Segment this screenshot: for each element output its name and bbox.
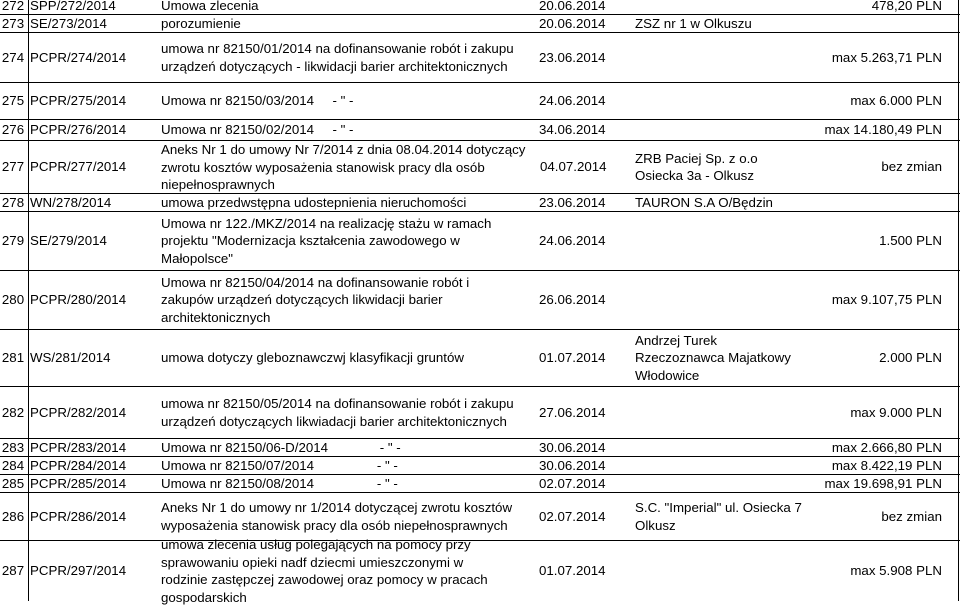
column-divider: [958, 0, 959, 601]
row-description: Umowa nr 82150/02/2014 - " -: [161, 122, 354, 138]
row-description: Umowa nr 82150/07/2014 - " -: [161, 457, 398, 473]
row-party: ZRB Paciej Sp. z o.o Osiecka 3a - Olkusz: [635, 150, 758, 183]
row-description: umowa dotyczy gleboznawczwj klasyfikacji gruntów: [161, 350, 464, 366]
row-amount: max 2.666,80 PLN: [831, 439, 942, 455]
table-row: [0, 0, 960, 15]
row-amount: max 9.107,75 PLN: [831, 292, 942, 308]
row-description: umowa nr 82150/05/2014 na dofinansowanie robót i zakupu urządzeń dotyczących likwiadacji barier architektonicznych: [161, 396, 514, 429]
row-party: ZSZ nr 1 w Olkuszu: [635, 15, 752, 31]
row-signature: PCPR/284/2014: [30, 457, 127, 473]
row-party: [635, 212, 815, 270]
row-signature: PCPR/283/2014: [30, 439, 127, 455]
row-number: 272: [1, 0, 25, 13]
table-row: [0, 194, 960, 212]
row-date: 01.07.2014: [539, 563, 606, 579]
table-row: [0, 493, 960, 541]
row-amount: 2.000 PLN: [879, 350, 942, 366]
row-amount: max 14.180,49 PLN: [824, 122, 942, 138]
row-number: 277: [1, 159, 25, 175]
row-signature: PCPR/282/2014: [30, 404, 127, 420]
row-signature: PCPR/297/2014: [30, 563, 127, 579]
row-party: [635, 120, 815, 140]
row-number: 286: [1, 508, 25, 524]
row-description: porozumienie: [161, 15, 241, 31]
row-date: 04.07.2014: [540, 159, 607, 175]
row-description: umowa zlecenia usług polegających na pomocy przy sprawowaniu opieki nadf dziecmi umieszczonymi w rodzinie zastępczej zawodowej oraz pomocy w pracach gospodarskich: [161, 537, 488, 605]
table-row: [0, 212, 960, 271]
column-divider: [28, 0, 29, 601]
row-party: [635, 457, 815, 474]
row-description: Umowa nr 82150/08/2014 - " -: [161, 475, 398, 491]
row-date: 30.06.2014: [539, 439, 606, 455]
table-row: [0, 537, 960, 605]
row-party: Andrzej Turek Rzeczoznawca Majatkowy Włodowice: [635, 332, 791, 383]
row-description: umowa przedwstępna udostepnienia nieruchomości: [161, 194, 467, 210]
row-date: 02.07.2014: [539, 475, 606, 491]
row-amount: bez zmian: [881, 159, 942, 175]
row-number: 280: [1, 292, 25, 308]
row-number: 287: [1, 563, 25, 579]
table-row: [0, 83, 960, 120]
row-party: S.C. "Imperial" ul. Osiecka 7 Olkusz: [635, 500, 802, 533]
row-number: 282: [1, 404, 25, 420]
row-number: 284: [1, 457, 25, 473]
row-signature: SE/273/2014: [30, 15, 107, 31]
row-date: 20.06.2014: [539, 15, 606, 31]
table-row: [0, 330, 960, 387]
row-amount: max 5.263,71 PLN: [831, 49, 942, 65]
row-signature: WS/281/2014: [30, 350, 111, 366]
row-number: 278: [1, 194, 25, 210]
row-amount: max 9.000 PLN: [850, 404, 942, 420]
table-row: [0, 271, 960, 330]
row-party: [635, 83, 815, 119]
row-date: 27.06.2014: [539, 404, 606, 420]
row-date: 30.06.2014: [539, 457, 606, 473]
row-amount: [800, 15, 942, 32]
row-description: Umowa nr 82150/04/2014 na dofinansowanie robót i zakupów urządzeń dotyczących likwidacji barier architektonicznych: [161, 274, 470, 325]
row-number: 274: [1, 49, 25, 65]
row-amount: 478,20 PLN: [871, 0, 942, 13]
row-signature: PCPR/277/2014: [30, 159, 127, 175]
row-party: [635, 541, 815, 601]
row-description: Umowa nr 82150/06-D/2014 - " -: [161, 439, 401, 455]
row-number: 276: [1, 122, 25, 138]
row-number: 285: [1, 475, 25, 491]
row-description: Aneks Nr 1 do umowy Nr 7/2014 z dnia 08.04.2014 dotyczący zwrotu kosztów wyposażenia stanowisk pracy dla osób niepełnosprawnych: [161, 142, 526, 192]
row-amount: max 19.698,91 PLN: [824, 475, 942, 491]
row-party: [635, 33, 815, 82]
row-description: Umowa nr 122./MKZ/2014 na realizację stażu w ramach projektu "Modernizacja kształcenia zawodowego w Małopolsce": [161, 215, 492, 266]
row-date: 23.06.2014: [539, 49, 606, 65]
row-signature: PCPR/275/2014: [30, 93, 127, 109]
row-amount: [800, 194, 942, 211]
row-signature: PCPR/280/2014: [30, 292, 127, 308]
row-number: 279: [1, 233, 25, 249]
row-signature: PCPR/274/2014: [30, 49, 127, 65]
row-description: umowa nr 82150/01/2014 na dofinansowanie robót i zakupu urządzeń dotyczących - likwidacji barier architektonicznych: [161, 41, 514, 74]
row-description: Umowa zlecenia: [161, 0, 259, 13]
row-signature: PCPR/276/2014: [30, 122, 127, 138]
row-party: [635, 387, 815, 438]
row-signature: WN/278/2014: [30, 194, 112, 210]
row-date: 24.06.2014: [539, 93, 606, 109]
row-party: [635, 475, 815, 492]
row-amount: max 6.000 PLN: [850, 93, 942, 109]
row-party: TAURON S.A O/Będzin: [635, 194, 773, 210]
row-date: 20.06.2014: [539, 0, 606, 13]
row-date: 01.07.2014: [539, 350, 606, 366]
row-party: [635, 271, 815, 329]
row-amount: 1.500 PLN: [879, 233, 942, 249]
row-date: 23.06.2014: [539, 194, 606, 210]
row-date: 24.06.2014: [539, 233, 606, 249]
row-party: [635, 0, 815, 14]
row-description: Aneks Nr 1 do umowy nr 1/2014 dotyczącej zwrotu kosztów wyposażenia stanowisk pracy dla osób niepełnosprawnych: [161, 500, 513, 533]
row-number: 283: [1, 439, 25, 455]
row-signature: PCPR/286/2014: [30, 508, 127, 524]
row-amount: bez zmian: [881, 508, 942, 524]
row-party: [635, 439, 815, 456]
row-date: 26.06.2014: [539, 292, 606, 308]
row-amount: max 5.908 PLN: [850, 563, 942, 579]
row-date: 34.06.2014: [539, 122, 606, 138]
table-row: [0, 120, 960, 141]
table-row: [0, 475, 960, 493]
row-signature: SPP/272/2014: [30, 0, 116, 13]
row-number: 275: [1, 93, 25, 109]
row-signature: SE/279/2014: [30, 233, 107, 249]
table-row: [0, 457, 960, 475]
table-row: [0, 439, 960, 457]
row-number: 273: [1, 15, 25, 31]
row-description: Umowa nr 82150/03/2014 - " -: [161, 93, 354, 109]
table-row: [0, 33, 960, 83]
table-row: [0, 387, 960, 439]
row-signature: PCPR/285/2014: [30, 475, 127, 491]
row-amount: max 8.422,19 PLN: [831, 457, 942, 473]
row-number: 281: [1, 350, 25, 366]
row-date: 02.07.2014: [539, 508, 606, 524]
table-row: [0, 141, 960, 194]
table-row: [0, 15, 960, 33]
